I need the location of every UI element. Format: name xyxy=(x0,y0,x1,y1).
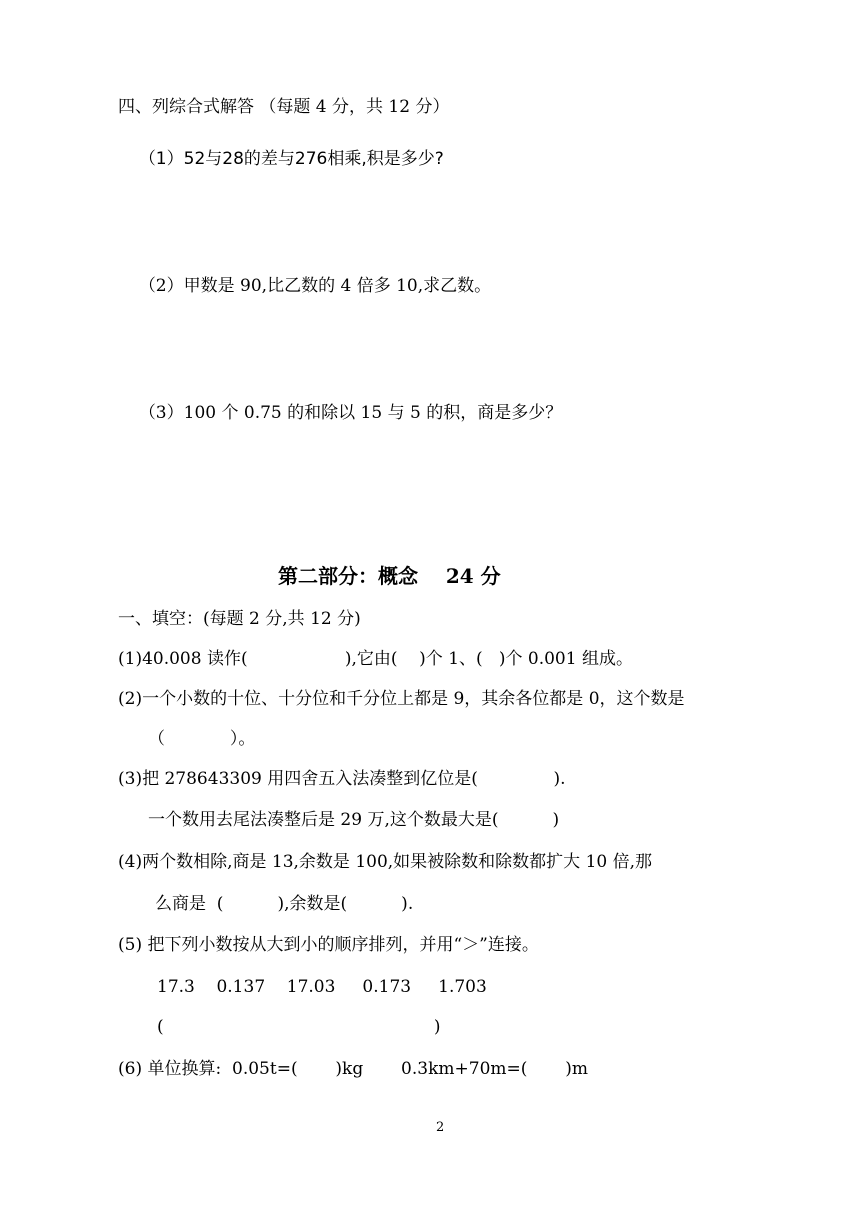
fill-line-3: (3)把 278643309 用四舍五入法凑整到亿位是( ). xyxy=(118,769,566,789)
section4-heading: 四、列综合式解答 （每题 4 分，共 12 分） xyxy=(118,97,450,117)
fill-line-4: (4)两个数相除,商是 13,余数是 100,如果被除数和除数都扩大 10 倍,那 xyxy=(118,852,653,872)
answer-parentheses: ( ) xyxy=(157,1017,441,1037)
question-2-text: 甲数是 90,比乙数的 4 倍多 10,求乙数。 xyxy=(183,276,492,296)
question-1-number: （1） xyxy=(138,149,184,169)
fill-line-3-cont: 一个数用去尾法凑整后是 29 万,这个数最大是( ) xyxy=(148,810,560,830)
fill-line-2: (2)一个小数的十位、十分位和千分位上都是 9，其余各位都是 0，这个数是 xyxy=(118,689,685,709)
question-3-text: 100 个 0.75 的和除以 15 与 5 的积，商是多少？ xyxy=(183,403,563,423)
question-1-text: 52与28的差与276相乘,积是多少? xyxy=(183,149,444,169)
question-2 xyxy=(128,253,491,297)
page-number: 2 xyxy=(436,1120,445,1135)
fill-line-2-cont: （ ）。 xyxy=(148,729,256,749)
fill-line-1: (1)40.008 读作( ),它由( )个 1、( )个 0.001 组成。 xyxy=(118,649,633,669)
question-2-number: （2） xyxy=(138,276,184,296)
question-1 xyxy=(128,126,444,170)
question-3 xyxy=(128,380,562,424)
part2-title: 第二部分：概念 24 分 xyxy=(278,564,501,588)
fill-line-5: (5) 把下列小数按从大到小的顺序排列，并用“＞”连接。 xyxy=(118,935,539,955)
decimals-list: 17.3 0.137 17.03 0.173 1.703 xyxy=(157,977,487,997)
question-3-number: （3） xyxy=(138,403,184,423)
fill-heading: 一、填空：(每题 2 分,共 12 分) xyxy=(118,609,361,629)
fill-line-6: (6) 单位换算: 0.05t=( )kg 0.3km+70m=( )m xyxy=(118,1059,588,1079)
fill-line-4-cont: 么商是 ( ),余数是( ). xyxy=(155,894,414,914)
